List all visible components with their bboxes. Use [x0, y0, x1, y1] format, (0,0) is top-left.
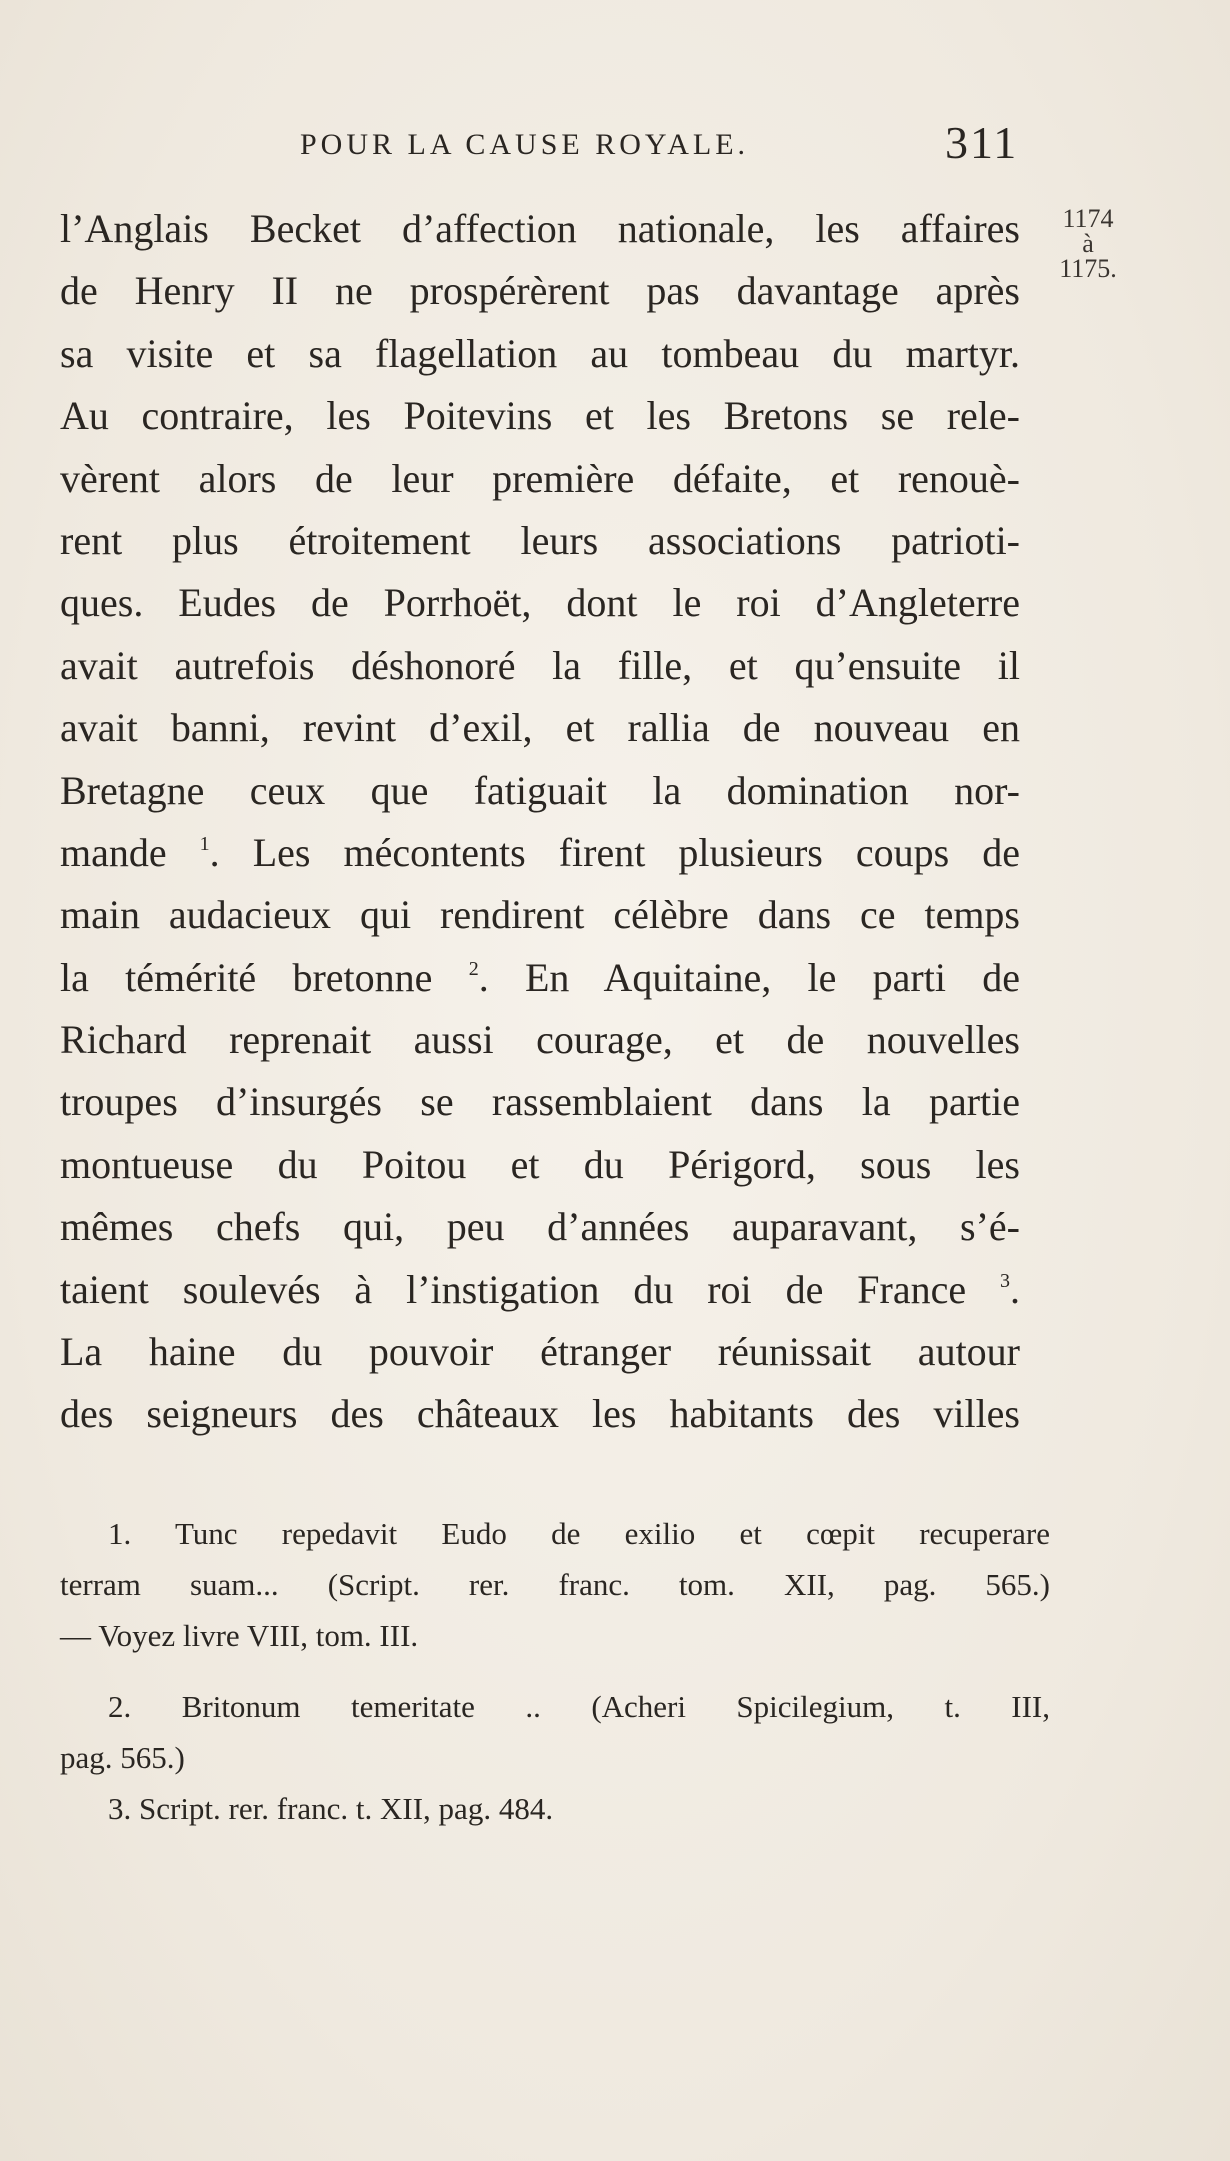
text-line: mêmes chefs qui, peu d’années auparavant, s’é-: [60, 1204, 1020, 1250]
text-line-with-note: [60, 822, 1020, 884]
text-fragment: la témérité bretonne: [60, 954, 433, 1000]
footnotes: [60, 1508, 1050, 1834]
margin-date-to: 1175.: [1059, 254, 1117, 283]
text-line: montueuse du Poitou et du Périgord, sous les: [60, 1141, 1020, 1187]
running-title: POUR LA CAUSE ROYALE.: [300, 128, 750, 161]
text-line: main audacieux qui rendirent célèbre dans ce temps: [60, 892, 1020, 938]
text-line: ques. Eudes de Porrhoët, dont le roi d’Angleterre: [60, 580, 1020, 626]
text-fragment: mande: [60, 829, 167, 875]
footnote-1-line: 1. Tunc repedavit Eudo de exilio et cœpit recuperare: [108, 1516, 1050, 1551]
footnote-gap: [60, 1661, 1050, 1681]
page-number: 311: [945, 117, 1019, 168]
margin-date-from: 1174: [1062, 204, 1114, 233]
text-line: l’Anglais Becket d’affection nationale, les affaires: [60, 206, 1020, 251]
text-fragment: . Les mécontents firent plusieurs coups de: [209, 829, 1020, 875]
text-line: troupes d’insurgés se rassemblaient dans la partie: [60, 1079, 1020, 1125]
footnote-ref-1: 1: [199, 832, 210, 855]
text-line: Bretagne ceux que fatiguait la domination nor-: [60, 767, 1020, 813]
margin-date-range: [1048, 206, 1128, 281]
body-text: [60, 198, 1020, 1446]
text-line: rent plus étroitement leurs associations patrioti-: [60, 517, 1020, 563]
text-fragment: . En Aquitaine, le parti de: [478, 954, 1021, 1000]
text-fragment: .: [1010, 1266, 1020, 1312]
text-line-with-note: [60, 1259, 1020, 1321]
footnote-3-line: 3. Script. rer. franc. t. XII, pag. 484.: [108, 1791, 554, 1826]
text-line: vèrent alors de leur première défaite, et renouè-: [60, 455, 1020, 501]
footnote-2-line: pag. 565.): [60, 1740, 185, 1775]
footnote-1-line: — Voyez livre VIII, tom. III.: [60, 1618, 419, 1653]
text-line: Au contraire, les Poitevins et les Bretons se rele-: [60, 393, 1020, 439]
text-line: La haine du pouvoir étranger réunissait autour: [60, 1329, 1020, 1375]
margin-date-conj: à: [1082, 229, 1094, 258]
text-line: de Henry II ne prospérèrent pas davantage après: [60, 268, 1020, 314]
footnote-ref-3: 3: [1000, 1269, 1010, 1292]
text-fragment: taient soulevés à l’instigation du roi de France: [60, 1266, 967, 1312]
text-line-with-note: [60, 947, 1020, 1009]
footnote-ref-2: 2: [468, 957, 479, 980]
text-line: Richard reprenait aussi courage, et de nouvelles: [60, 1017, 1020, 1063]
text-line: sa visite et sa flagellation au tombeau du martyr.: [60, 330, 1020, 376]
text-line: avait banni, revint d’exil, et rallia de nouveau en: [60, 705, 1020, 751]
page-header: [0, 117, 1230, 168]
text-line: avait autrefois déshonoré la fille, et qu’ensuite il: [60, 642, 1020, 688]
footnote-1-line: terram suam... (Script. rer. franc. tom. XII, pag. 565.): [60, 1567, 1050, 1602]
footnote-2-line: 2. Britonum temeritate .. (Acheri Spicilegium, t. III,: [108, 1689, 1050, 1724]
text-line: des seigneurs des châteaux les habitants des villes: [60, 1391, 1020, 1437]
